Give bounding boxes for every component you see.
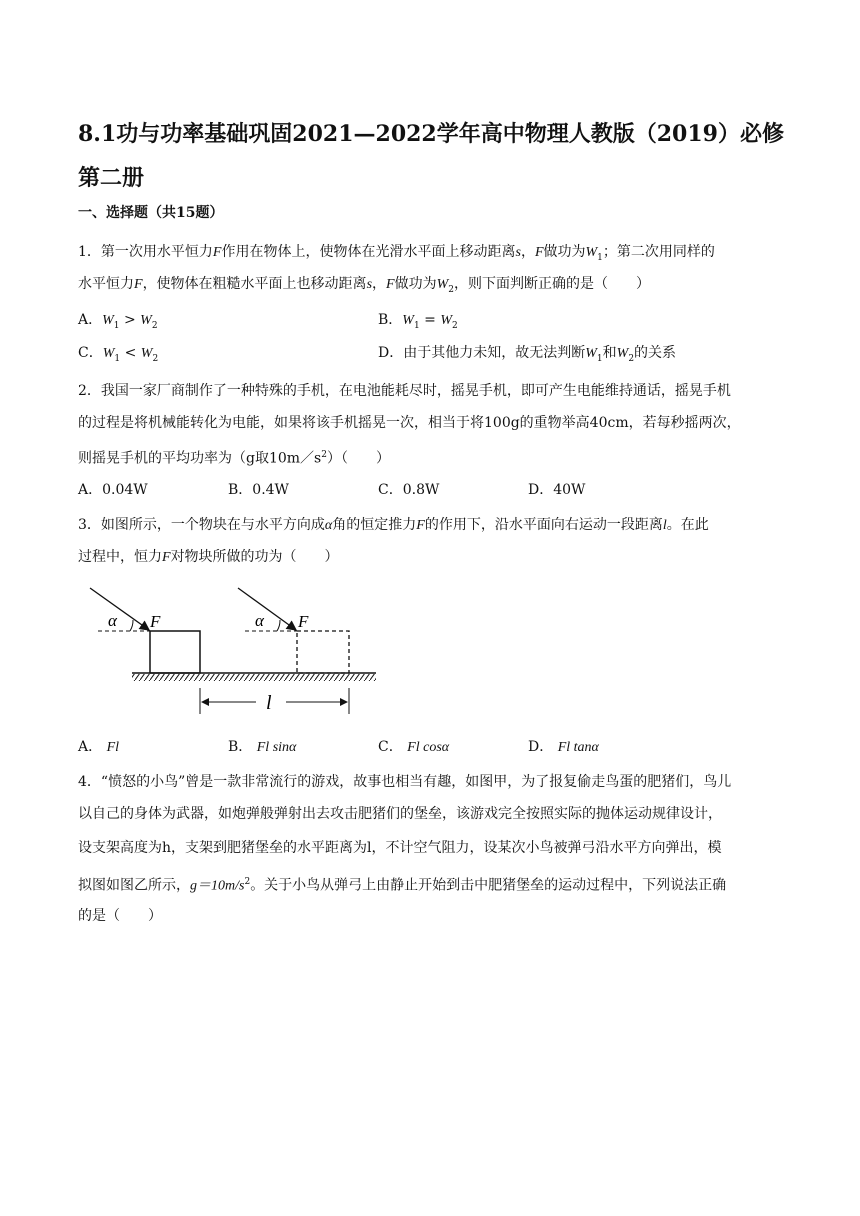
- question-3-line-1: 3．如图所示，一个物块在与水平方向成α角的恒定推力F的作用下，沿水平面向右运动一段距离l。在此: [78, 517, 709, 533]
- question-2-line-3: 则摇晃手机的平均功率为（g取$10m/s^2$）（ ）: [78, 450, 390, 467]
- question-2-option-b[interactable]: B．0.4W: [228, 482, 289, 498]
- document-title: 8.1功与功率基础巩固2021—2022学年高中物理人教版（2019）必修第二册: [78, 121, 784, 191]
- force-diagram: [80, 582, 390, 722]
- distance-label: l: [266, 692, 272, 714]
- ground-hatch: [132, 674, 376, 681]
- question-3-option-a[interactable]: A． Fl: [78, 739, 120, 755]
- question-2-option-c[interactable]: C．0.8W: [378, 482, 440, 498]
- question-2-option-a[interactable]: A．0.04W: [78, 482, 148, 498]
- question-4-line-1: 4．“愤怒的小鸟”曾是一款非常流行的游戏，故事也相当有趣，如图甲，为了报复偷走鸟蛋的肥猪们，鸟儿: [78, 774, 732, 790]
- question-4-line-5: 的是（ ）: [78, 908, 162, 924]
- block-final: [297, 631, 349, 673]
- question-4-line-4: 拟图如图乙所示，$g=10m/s^2$。关于小鸟从弹弓上由静止开始到击中肥猪堡垒的运动过程中，下列说法正确: [78, 877, 727, 894]
- question-1-option-b[interactable]: B．$W_1 = W_2$: [378, 312, 458, 331]
- angle-arc-1: [130, 620, 133, 631]
- force-label-2: F: [298, 612, 309, 631]
- alpha-label-2: α: [255, 611, 264, 630]
- block-initial: [150, 631, 200, 673]
- question-3-option-c[interactable]: C． Fl cosα: [378, 739, 450, 755]
- question-2-line-1: 2．我国一家厂商制作了一种特殊的手机，在电池能耗尽时，摇晃手机，即可产生电能维持通话，摇晃手机: [78, 383, 731, 399]
- question-1-line-1: 1．第一次用水平恒力F作用在物体上，使物体在光滑水平面上移动距离s，F做功为$W_1$；第二次用同样的: [78, 244, 715, 263]
- angle-arc-2: [277, 620, 280, 631]
- force-arrow-2: [238, 588, 296, 630]
- question-4-line-3: 设支架高度为h，支架到肥猪堡垒的水平距离为l，不计空气阻力，设某次小鸟被弹弓沿水平方向弹出，模: [78, 840, 722, 856]
- question-3-line-2: 过程中，恒力F对物块所做的功为（ ）: [78, 549, 339, 565]
- force-arrow-1: [90, 588, 149, 630]
- question-4-line-2: 以自己的身体为武器，如炮弹般弹射出去攻击肥猪们的堡垒，该游戏完全按照实际的抛体运动规律设计，: [78, 806, 722, 822]
- question-2-option-d[interactable]: D．40W: [528, 482, 586, 498]
- alpha-label-1: α: [108, 611, 117, 630]
- question-3-option-d[interactable]: D． Fl tanα: [528, 739, 599, 755]
- question-1-option-d[interactable]: D．由于其他力未知，故无法判断$W_1$和$W_2$的关系: [378, 345, 677, 364]
- question-3-option-b[interactable]: B． Fl sinα: [228, 739, 297, 755]
- question-1-option-a[interactable]: A．$W_1 > W_2$: [78, 312, 158, 331]
- section-heading: 一、选择题（共15题）: [78, 205, 224, 221]
- force-label-1: F: [150, 612, 161, 631]
- question-1-line-2: 水平恒力F，使物体在粗糙水平面上也移动距离s，F做功为$W_2$，则下面判断正确的是（ ）: [78, 276, 650, 295]
- question-2-line-2: 的过程是将机械能转化为电能，如果将该手机摇晃一次，相当于将100g的重物举高40cm，若每秒摇两次，: [78, 415, 741, 431]
- question-1-option-c[interactable]: C．$W_1 < W_2$: [78, 345, 159, 364]
